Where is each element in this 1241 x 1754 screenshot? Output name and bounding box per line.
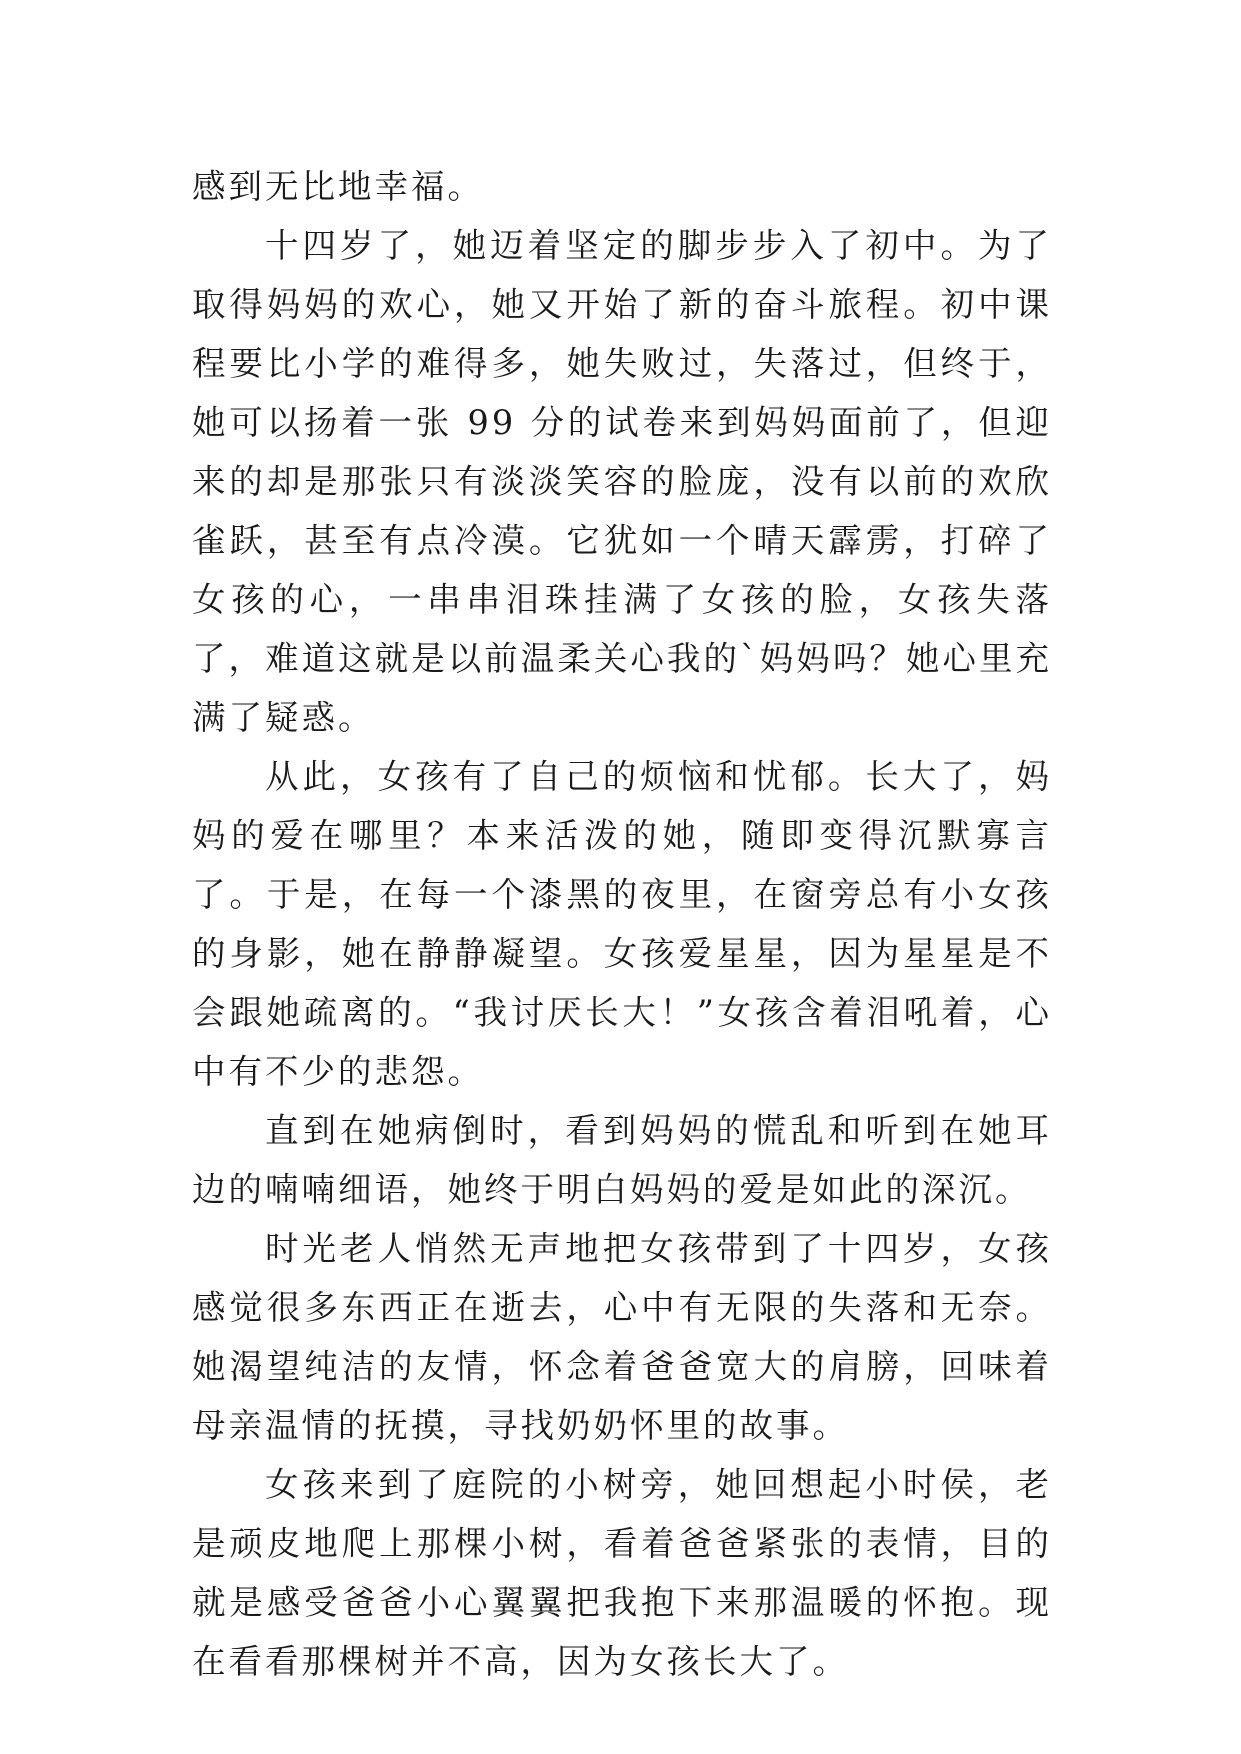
document-body <box>192 157 1052 1691</box>
paragraph: 女孩来到了庭院的小树旁，她回想起小时侯，老是顽皮地爬上那棵小树，看着爸爸紧张的表情，目的就是感受爸爸小心翼翼把我抱下来那温暖的怀抱。现在看看那棵树并不高，因为女孩长大了。 <box>192 1465 1052 1681</box>
paragraph: 十四岁了，她迈着坚定的脚步步入了初中。为了取得妈妈的欢心，她又开始了新的奋斗旅程。初中课程要比小学的难得多，她失败过，失落过，但终于，她可以扬着一张 99 分的试卷来到妈妈面前了，但迎来的却是那张只有淡淡笑容的脸庞，没有以前的欢欣雀跃，甚至有点冷漠。它犹如一个晴天霹雳，打碎了女孩的心，一串串泪珠挂满了女孩的脸，女孩失落了，难道这就是以前温柔关心我的`妈妈吗？她心里充满了疑惑。 <box>192 226 1052 737</box>
paragraph: 时光老人悄然无声地把女孩带到了十四岁，女孩感觉很多东西正在逝去，心中有无限的失落和无奈。她渴望纯洁的友情，怀念着爸爸宽大的肩膀，回味着母亲温情的抚摸，寻找奶奶怀里的故事。 <box>192 1229 1052 1445</box>
paragraph-continuation: 感到无比地幸福。 <box>192 167 484 206</box>
paragraph: 直到在她病倒时，看到妈妈的慌乱和听到在她耳边的喃喃细语，她终于明白妈妈的爱是如此的深沉。 <box>192 1111 1052 1209</box>
paragraph: 从此，女孩有了自己的烦恼和忧郁。长大了，妈妈的爱在哪里？本来活泼的她，随即变得沉默寡言了。于是，在每一个漆黑的夜里，在窗旁总有小女孩的身影，她在静静凝望。女孩爱星星，因为星星是不会跟她疏离的。“我讨厌长大！”女孩含着泪吼着，心中有不少的悲怨。 <box>192 757 1052 1091</box>
